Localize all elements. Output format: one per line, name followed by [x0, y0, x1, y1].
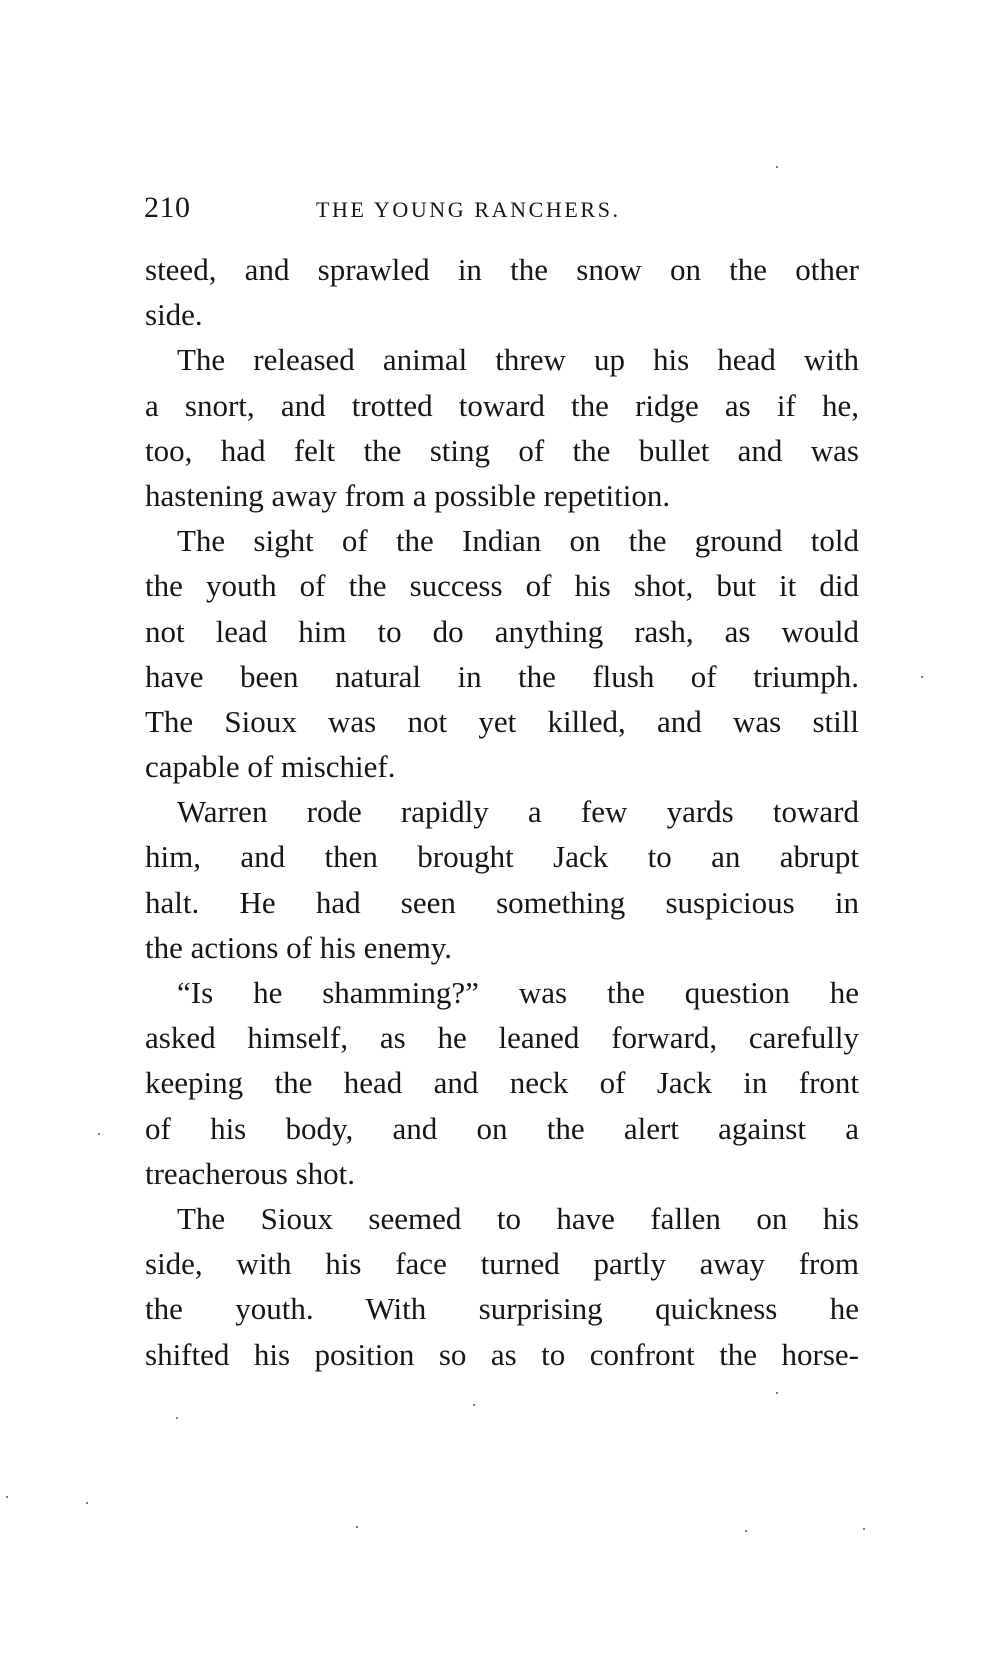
- paper-speck: [176, 1417, 178, 1419]
- text-line: treacherous shot.: [145, 1155, 356, 1191]
- text-line: hastening away from a possible repetition.: [145, 477, 671, 513]
- text-line: asked himself, as he leaned forward, carefully: [145, 1020, 859, 1056]
- paper-speck: [863, 1528, 865, 1530]
- paper-speck: [921, 676, 923, 678]
- body-text: [145, 247, 859, 1377]
- text-line: shifted his position so as to confront the horse-: [145, 1336, 859, 1372]
- book-title: THE YOUNG RANCHERS.: [316, 197, 621, 222]
- paper-speck: [356, 1526, 358, 1528]
- text-line: capable of mischief.: [145, 749, 396, 785]
- text-line: The sight of the Indian on the ground told: [177, 523, 859, 559]
- page-number: 210: [144, 191, 191, 224]
- text-line: halt. He had seen something suspicious in: [145, 884, 859, 920]
- text-line: too, had felt the sting of the bullet and was: [145, 432, 859, 468]
- text-line: not lead him to do anything rash, as would: [145, 613, 859, 649]
- text-line: the actions of his enemy.: [145, 929, 453, 965]
- text-line: have been natural in the flush of triumph.: [145, 658, 859, 694]
- text-line: “Is he shamming?” was the question he: [177, 975, 859, 1010]
- text-line: The Sioux was not yet killed, and was still: [145, 703, 859, 739]
- text-line: The released animal threw up his head with: [177, 342, 859, 378]
- text-line: side, with his face turned partly away from: [145, 1246, 859, 1282]
- text-line: a snort, and trotted toward the ridge as if he,: [145, 387, 859, 423]
- text-line: the youth of the success of his shot, but it did: [145, 568, 859, 604]
- text-line: of his body, and on the alert against a: [145, 1110, 859, 1146]
- text-line: the youth. With surprising quickness he: [145, 1291, 859, 1327]
- paper-speck: [745, 1530, 747, 1532]
- text-line: Warren rode rapidly a few yards toward: [177, 794, 859, 830]
- text-line: side.: [145, 297, 203, 333]
- text-line: him, and then brought Jack to an abrupt: [145, 839, 859, 875]
- paper-speck: [473, 1404, 475, 1406]
- paper-speck: [776, 1392, 778, 1394]
- text-line: keeping the head and neck of Jack in front: [145, 1065, 859, 1101]
- text-line: The Sioux seemed to have fallen on his: [177, 1200, 859, 1236]
- text-line: steed, and sprawled in the snow on the other: [145, 252, 859, 287]
- paper-speck: [86, 1502, 88, 1504]
- running-head: [144, 186, 860, 230]
- paper-speck: [6, 1496, 8, 1498]
- paper-speck: [776, 166, 778, 168]
- paper-speck: [98, 1133, 100, 1135]
